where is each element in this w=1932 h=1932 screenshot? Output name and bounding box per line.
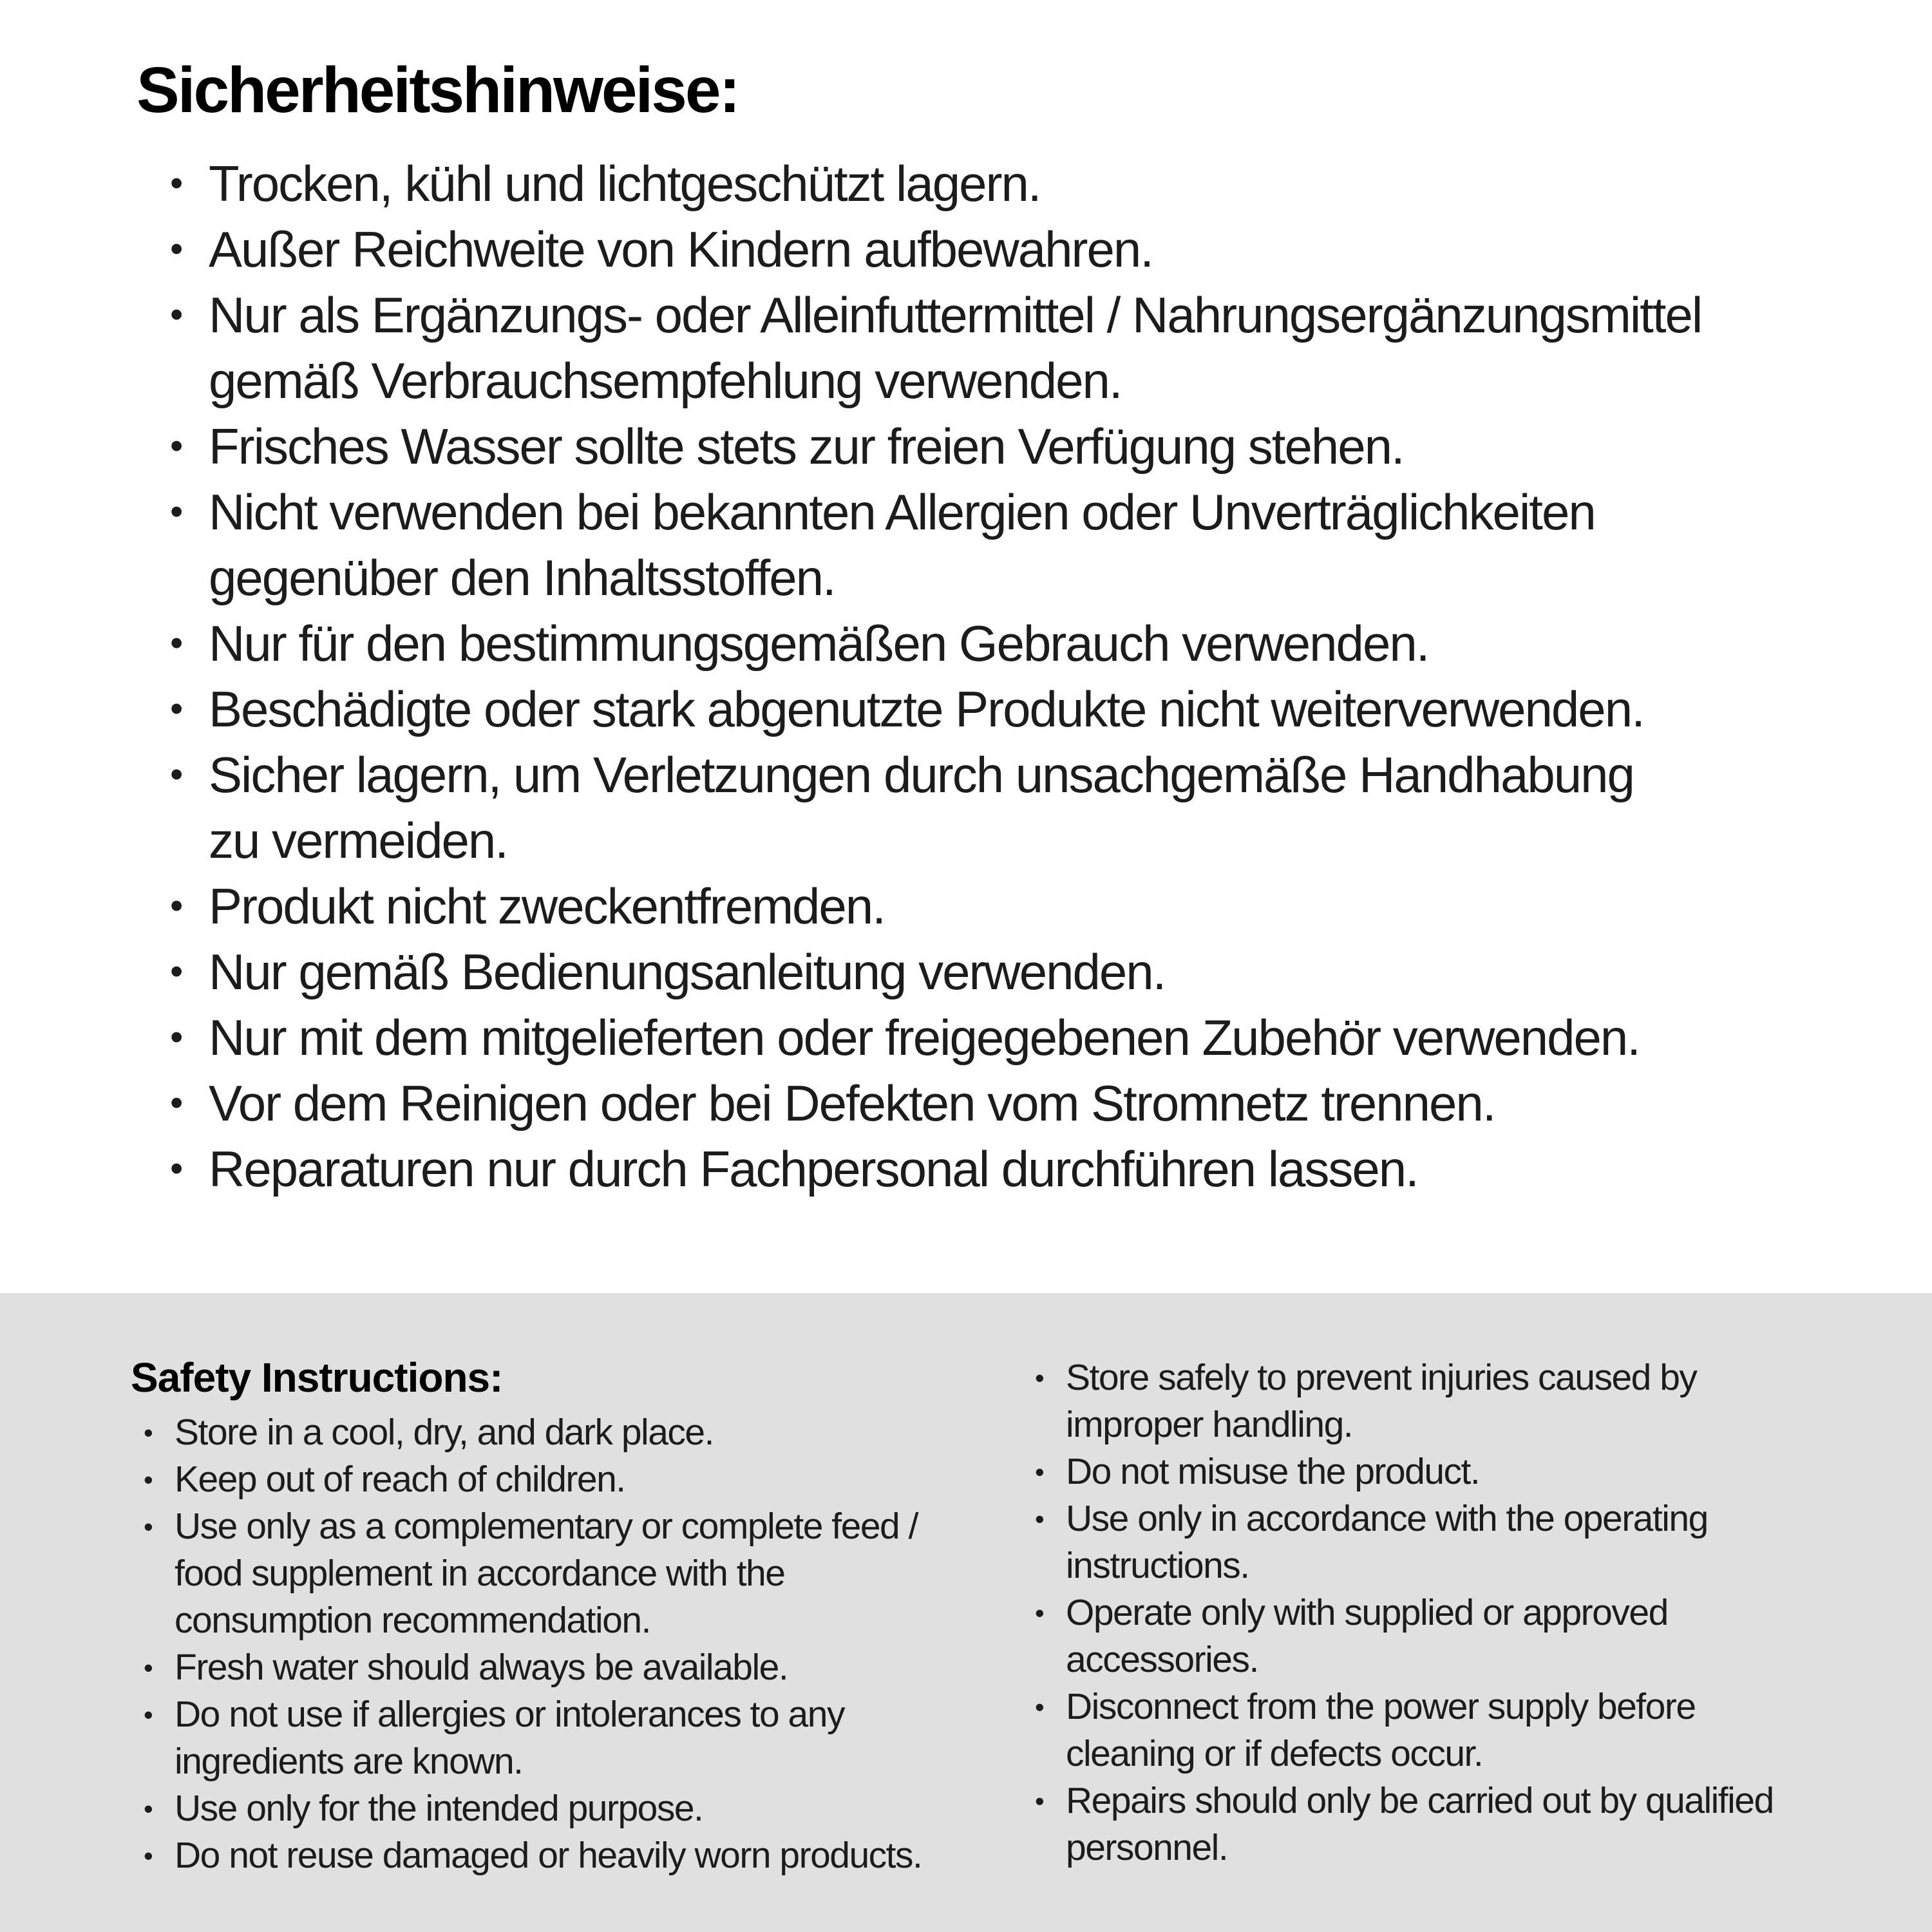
bullet-icon: • [170,1148,182,1189]
list-item [131,1409,987,1456]
list-item [137,216,1868,282]
list-item [1022,1683,1898,1777]
list-item [1022,1448,1898,1495]
bullet-icon: • [170,753,182,795]
list-item [137,611,1868,676]
list-item-text: Use only as a complementary or complete feed / food supplement in accordance with the consumption recommendation. [175,1506,918,1641]
list-item [137,742,1868,873]
bullet-icon: • [144,1700,153,1730]
list-item [1022,1495,1898,1589]
list-item-text: Produkt nicht zweckentfremden. [209,878,885,934]
list-item-text: Store in a cool, dry, and dark place. [175,1412,714,1453]
list-item [137,282,1868,413]
list-item-text: Use only for the intended purpose. [175,1788,703,1829]
bullet-icon: • [170,294,182,336]
english-heading: Safety Instructions: [131,1354,503,1401]
english-right-list [1022,1354,1898,1871]
bullet-icon: • [170,1016,182,1058]
english-left-column [131,1354,987,1879]
bullet-icon: • [1035,1786,1044,1816]
list-item [137,939,1868,1005]
bullet-icon: • [170,1082,182,1124]
bullet-icon: • [1035,1363,1044,1393]
list-item-text: Vor dem Reinigen oder bei Defekten vom Stromnetz trennen. [209,1075,1495,1132]
bullet-icon: • [170,162,182,204]
bullet-icon: • [144,1794,153,1824]
list-item [131,1503,987,1644]
list-item-text: Do not use if allergies or intolerances to any ingredients are known. [175,1694,844,1782]
bullet-icon: • [170,688,182,730]
bullet-icon: • [1035,1504,1044,1534]
bullet-icon: • [170,491,182,533]
list-item [137,1005,1868,1070]
bullet-icon: • [170,228,182,270]
list-item-text: Reparaturen nur durch Fachpersonal durchführen lassen. [209,1141,1418,1197]
bullet-icon: • [170,885,182,927]
list-item [131,1691,987,1785]
bullet-icon: • [144,1511,153,1542]
english-left-list [131,1409,987,1879]
list-item-text: Keep out of reach of children. [175,1459,625,1500]
bullet-icon: • [1035,1598,1044,1628]
list-item-text: Nur gemäß Bedienungsanleitung verwenden. [209,943,1166,1000]
list-item [137,1070,1868,1136]
list-item-text: Do not misuse the product. [1066,1451,1480,1492]
list-item [1022,1354,1898,1448]
list-item-text: Außer Reichweite von Kindern aufbewahren. [209,221,1153,278]
list-item-text: Nur als Ergänzungs- oder Alleinfuttermittel / Nahrungsergänzungsmittel gemäß Verbrauchsempfehlung verwenden. [209,287,1702,409]
list-item [131,1785,987,1832]
list-item [137,873,1868,939]
list-item-text: Repairs should only be carried out by qualified personnel. [1066,1780,1774,1868]
list-item-text: Use only in accordance with the operating instructions. [1066,1498,1708,1586]
bullet-icon: • [144,1841,153,1871]
list-item [137,151,1868,216]
list-item-text: Fresh water should always be available. [175,1647,788,1688]
list-item-text: Store safely to prevent injuries caused by improper handling. [1066,1357,1697,1445]
list-item [137,479,1868,611]
german-section [137,54,1868,1202]
list-item-text: Nur für den bestimmungsgemäßen Gebrauch verwenden. [209,615,1429,672]
english-right-column [1022,1354,1898,1871]
list-item [1022,1589,1898,1683]
bullet-icon: • [1035,1692,1044,1722]
list-item-text: Nicht verwenden bei bekannten Allergien oder Unverträglichkeiten gegenüber den Inhaltsstoffen. [209,484,1595,606]
english-section [0,1293,1932,1932]
german-heading: Sicherheitshinweise: [137,54,739,126]
list-item-text: Operate only with supplied or approved accessories. [1066,1592,1668,1680]
list-item-text: Nur mit dem mitgelieferten oder freigegebenen Zubehör verwenden. [209,1009,1640,1066]
list-item [137,413,1868,479]
list-item-text: Do not reuse damaged or heavily worn products. [175,1835,922,1876]
bullet-icon: • [144,1653,153,1683]
bullet-icon: • [144,1417,153,1448]
list-item [137,676,1868,742]
bullet-icon: • [1035,1457,1044,1487]
list-item-text: Sicher lagern, um Verletzungen durch unsachgemäße Handhabung zu vermeiden. [209,746,1634,869]
list-item [131,1644,987,1691]
german-list [137,151,1868,1202]
list-item-text: Trocken, kühl und lichtgeschützt lagern. [209,155,1041,212]
list-item-text: Beschädigte oder stark abgenutzte Produkte nicht weiterverwenden. [209,681,1644,737]
bullet-icon: • [170,425,182,467]
list-item-text: Disconnect from the power supply before cleaning or if defects occur. [1066,1686,1696,1774]
list-item [131,1832,987,1879]
list-item-text: Frisches Wasser sollte stets zur freien Verfügung stehen. [209,418,1404,475]
bullet-icon: • [170,622,182,664]
list-item [131,1456,987,1503]
bullet-icon: • [170,951,182,992]
list-item [1022,1777,1898,1871]
bullet-icon: • [144,1464,153,1495]
list-item [137,1136,1868,1202]
